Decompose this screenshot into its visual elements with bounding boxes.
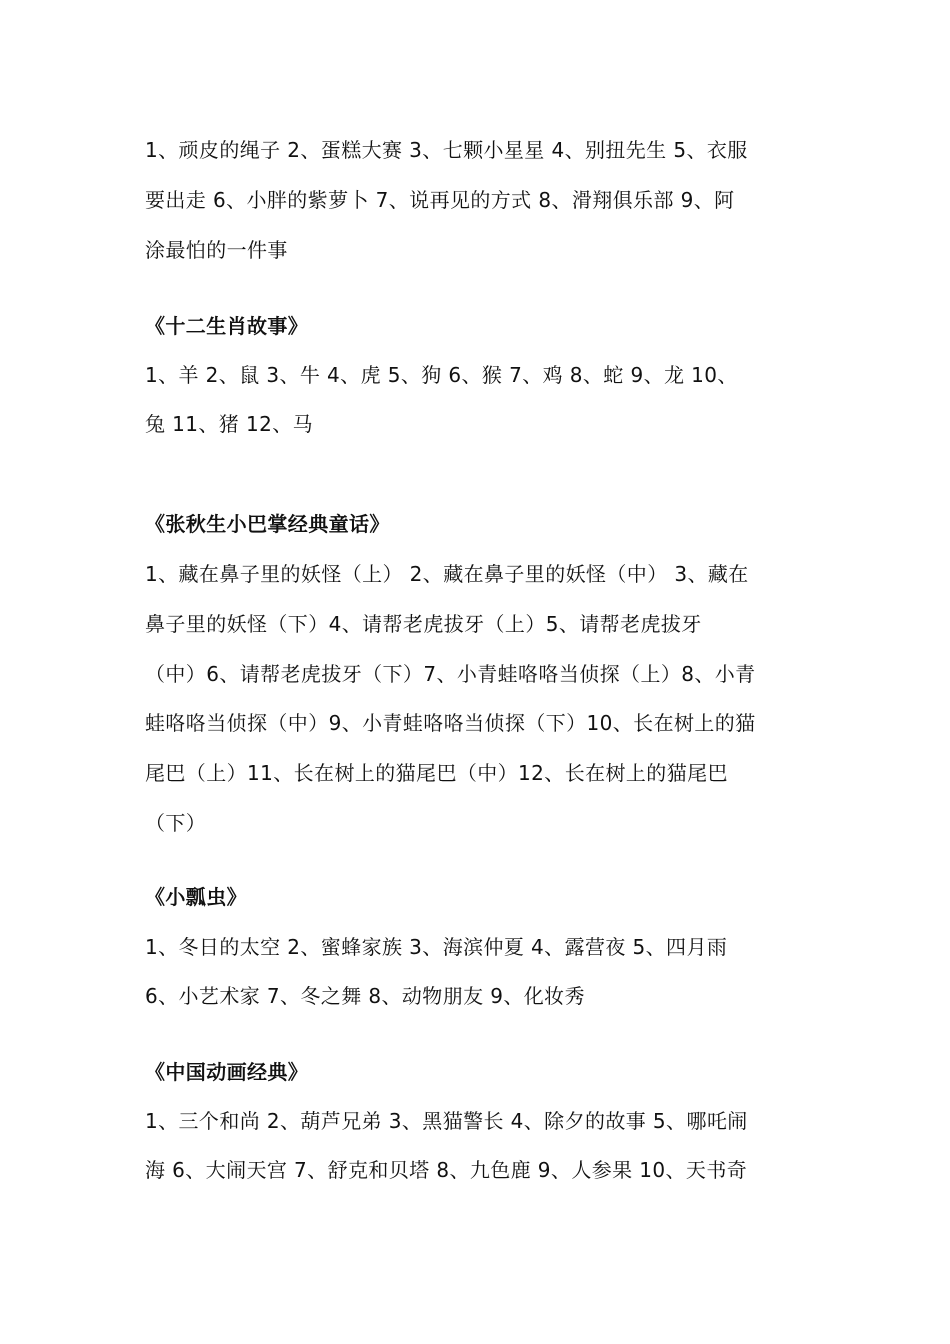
text-line: 蛙咯咯当侦探（中）9、小青蛙咯咯当侦探（下）10、长在树上的猫 (145, 711, 756, 735)
section-heading: 《十二生肖故事》 (145, 314, 309, 338)
text-line: （下） (145, 811, 207, 835)
text-line: （中）6、请帮老虎拔牙（下）7、小青蛙咯咯当侦探（上）8、小青 (145, 662, 756, 686)
text-line: 尾巴（上）11、长在树上的猫尾巴（中）12、长在树上的猫尾巴 (145, 761, 728, 785)
text-line: 1、冬日的太空 2、蜜蜂家族 3、海滨仲夏 4、露营夜 5、四月雨 (145, 935, 728, 959)
text-line: 1、顽皮的绳子 2、蛋糕大赛 3、七颗小星星 4、别扭先生 5、衣服 (145, 138, 748, 162)
text-line: 1、羊 2、鼠 3、牛 4、虎 5、狗 6、猴 7、鸡 8、蛇 9、龙 10、 (145, 363, 738, 387)
text-line: 海 6、大闹天宫 7、舒克和贝塔 8、九色鹿 9、人参果 10、天书奇 (145, 1158, 748, 1182)
text-line: 1、三个和尚 2、葫芦兄弟 3、黑猫警长 4、除夕的故事 5、哪吒闹 (145, 1109, 748, 1133)
text-line: 鼻子里的妖怪（下）4、请帮老虎拔牙（上）5、请帮老虎拔牙 (145, 612, 702, 636)
text-line: 涂最怕的一件事 (145, 238, 288, 262)
section-heading: 《小瓢虫》 (145, 885, 247, 909)
section-heading: 《张秋生小巴掌经典童话》 (145, 512, 390, 536)
text-line: 1、藏在鼻子里的妖怪（上） 2、藏在鼻子里的妖怪（中） 3、藏在 (145, 562, 749, 586)
section-heading: 《中国动画经典》 (145, 1060, 309, 1084)
text-line: 6、小艺术家 7、冬之舞 8、动物朋友 9、化妆秀 (145, 984, 585, 1008)
text-line: 要出走 6、小胖的紫萝卜 7、说再见的方式 8、滑翔俱乐部 9、阿 (145, 188, 735, 212)
text-line: 兔 11、猪 12、马 (145, 412, 314, 436)
